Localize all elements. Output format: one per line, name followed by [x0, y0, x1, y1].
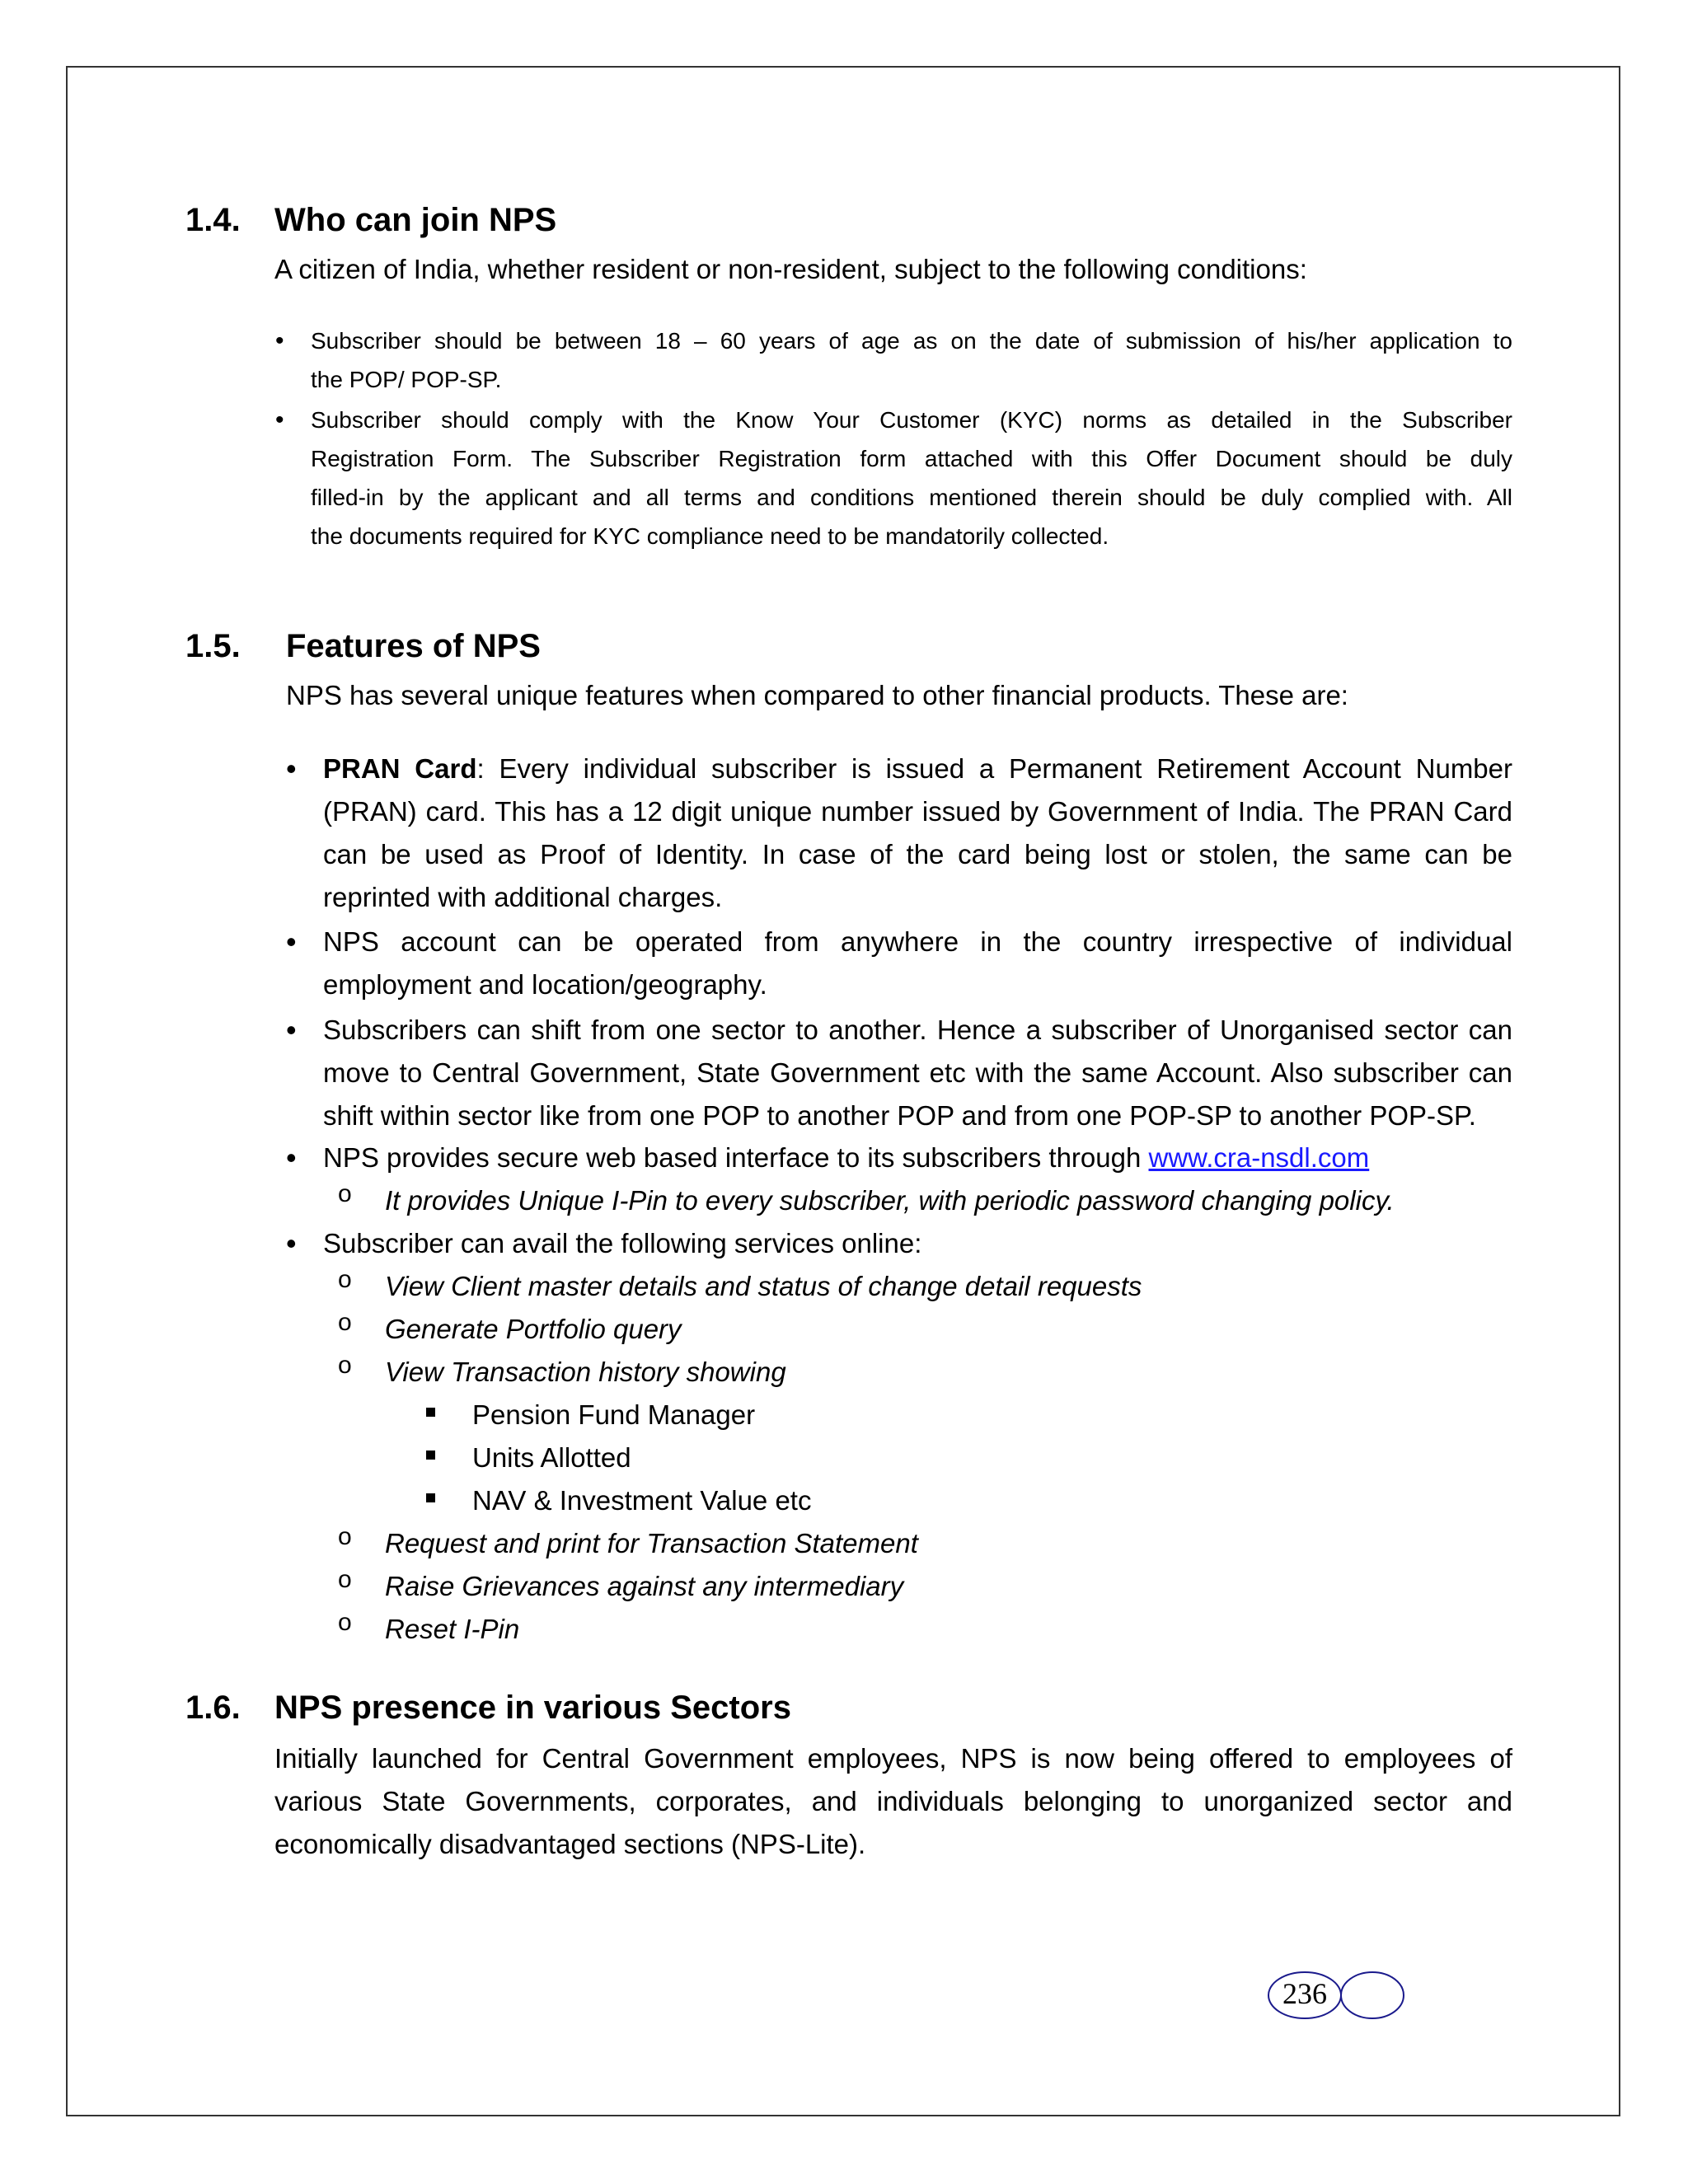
paragraph-line: economically disadvantaged sections (NPS-Lite). — [274, 1829, 866, 1859]
bullet-icon: • — [286, 752, 297, 785]
sub-list-item: Reset I-Pin — [385, 1614, 520, 1644]
square-bullet-icon — [426, 1493, 435, 1502]
bullet-icon: • — [275, 327, 284, 354]
bullet-icon: • — [286, 1226, 297, 1260]
section-1-5-number: 1.5. — [185, 628, 241, 664]
list-item: move to Central Government, State Government etc with the same Account. Also subscriber can — [323, 1057, 1512, 1088]
square-bullet-icon — [426, 1408, 435, 1417]
page-number: 236 — [1282, 1977, 1327, 2010]
list-item: can be used as Proof of Identity. In case of the card being lost or stolen, the same can be — [323, 839, 1512, 869]
circle-bullet-icon: o — [338, 1266, 352, 1293]
list-item: Registration Form. The Subscriber Registration form attached with this Offer Document should be duly — [311, 446, 1512, 471]
bullet-icon: • — [286, 1141, 297, 1174]
sub-list-item: Raise Grievances against any intermediary — [385, 1571, 904, 1601]
list-item: Subscriber can avail the following services online: — [323, 1228, 922, 1258]
web-interface-text: NPS provides secure web based interface to its subscribers through — [323, 1142, 1149, 1173]
list-item: filled-in by the applicant and all terms and conditions mentioned therein should be duly complied with. All — [311, 485, 1512, 510]
paragraph-line: Initially launched for Central Government employees, NPS is now being offered to employees of — [274, 1743, 1512, 1774]
list-item: (PRAN) card. This has a 12 digit unique number issued by Government of India. The PRAN Card — [323, 796, 1512, 827]
list-item: employment and location/geography. — [323, 969, 767, 1000]
list-item: shift within sector like from one POP to another POP and from one POP-SP to another POP-SP. — [323, 1100, 1476, 1131]
list-item: Subscriber should comply with the Know Your Customer (KYC) norms as detailed in the Subscriber — [311, 407, 1512, 433]
sub-list-item: View Transaction history showing — [385, 1357, 786, 1387]
list-item: Subscriber should be between 18 – 60 years of age as on the date of submission of his/her application to — [311, 328, 1512, 354]
section-1-6-title: NPS presence in various Sectors — [274, 1690, 791, 1726]
list-item: the POP/ POP-SP. — [311, 367, 502, 392]
history-item: Units Allotted — [472, 1442, 631, 1473]
circle-bullet-icon: o — [338, 1609, 352, 1636]
list-item: NPS account can be operated from anywhere in the country irrespective of individual — [323, 926, 1512, 957]
history-item: NAV & Investment Value etc — [472, 1485, 812, 1516]
bullet-icon: • — [275, 406, 284, 434]
sub-list-item: View Client master details and status of change detail requests — [385, 1271, 1142, 1301]
section-1-5-intro: NPS has several unique features when compared to other financial products. These are: — [286, 680, 1348, 710]
section-1-6-number: 1.6. — [185, 1690, 241, 1726]
list-item — [323, 748, 1512, 790]
circle-bullet-icon: o — [338, 1566, 352, 1593]
page-number-badge — [1265, 1970, 1405, 2021]
circle-bullet-icon: o — [338, 1180, 352, 1207]
bullet-icon: • — [286, 925, 297, 958]
pran-line-text: : Every individual subscriber is issued a Permanent Retirement Account Number — [476, 753, 1513, 784]
list-item: Subscribers can shift from one sector to another. Hence a subscriber of Unorganised sector can — [323, 1015, 1512, 1045]
sub-list-item: Request and print for Transaction Statement — [385, 1528, 918, 1558]
sub-list-item: It provides Unique I-Pin to every subscriber, with periodic password changing policy. — [385, 1185, 1395, 1216]
list-item — [323, 1137, 1512, 1179]
section-1-4-title: Who can join NPS — [274, 202, 557, 238]
section-1-5-title: Features of NPS — [286, 628, 541, 664]
square-bullet-icon — [426, 1451, 435, 1460]
history-item: Pension Fund Manager — [472, 1399, 756, 1430]
circle-bullet-icon: o — [338, 1352, 352, 1379]
list-item: the documents required for KYC compliance need to be mandatorily collected. — [311, 523, 1109, 549]
section-1-4-intro: A citizen of India, whether resident or non-resident, subject to the following conditions: — [274, 254, 1307, 284]
bullet-icon: • — [286, 1013, 297, 1047]
sub-list-item: Generate Portfolio query — [385, 1314, 682, 1344]
paragraph-line: various State Governments, corporates, and individuals belonging to unorganized sector and — [274, 1786, 1512, 1816]
circle-bullet-icon: o — [338, 1523, 352, 1550]
circle-bullet-icon: o — [338, 1309, 352, 1336]
section-1-4-number: 1.4. — [185, 202, 241, 238]
pran-card-label: PRAN Card — [323, 753, 477, 784]
list-item: reprinted with additional charges. — [323, 882, 723, 912]
cra-nsdl-link[interactable]: www.cra-nsdl.com — [1148, 1142, 1370, 1173]
